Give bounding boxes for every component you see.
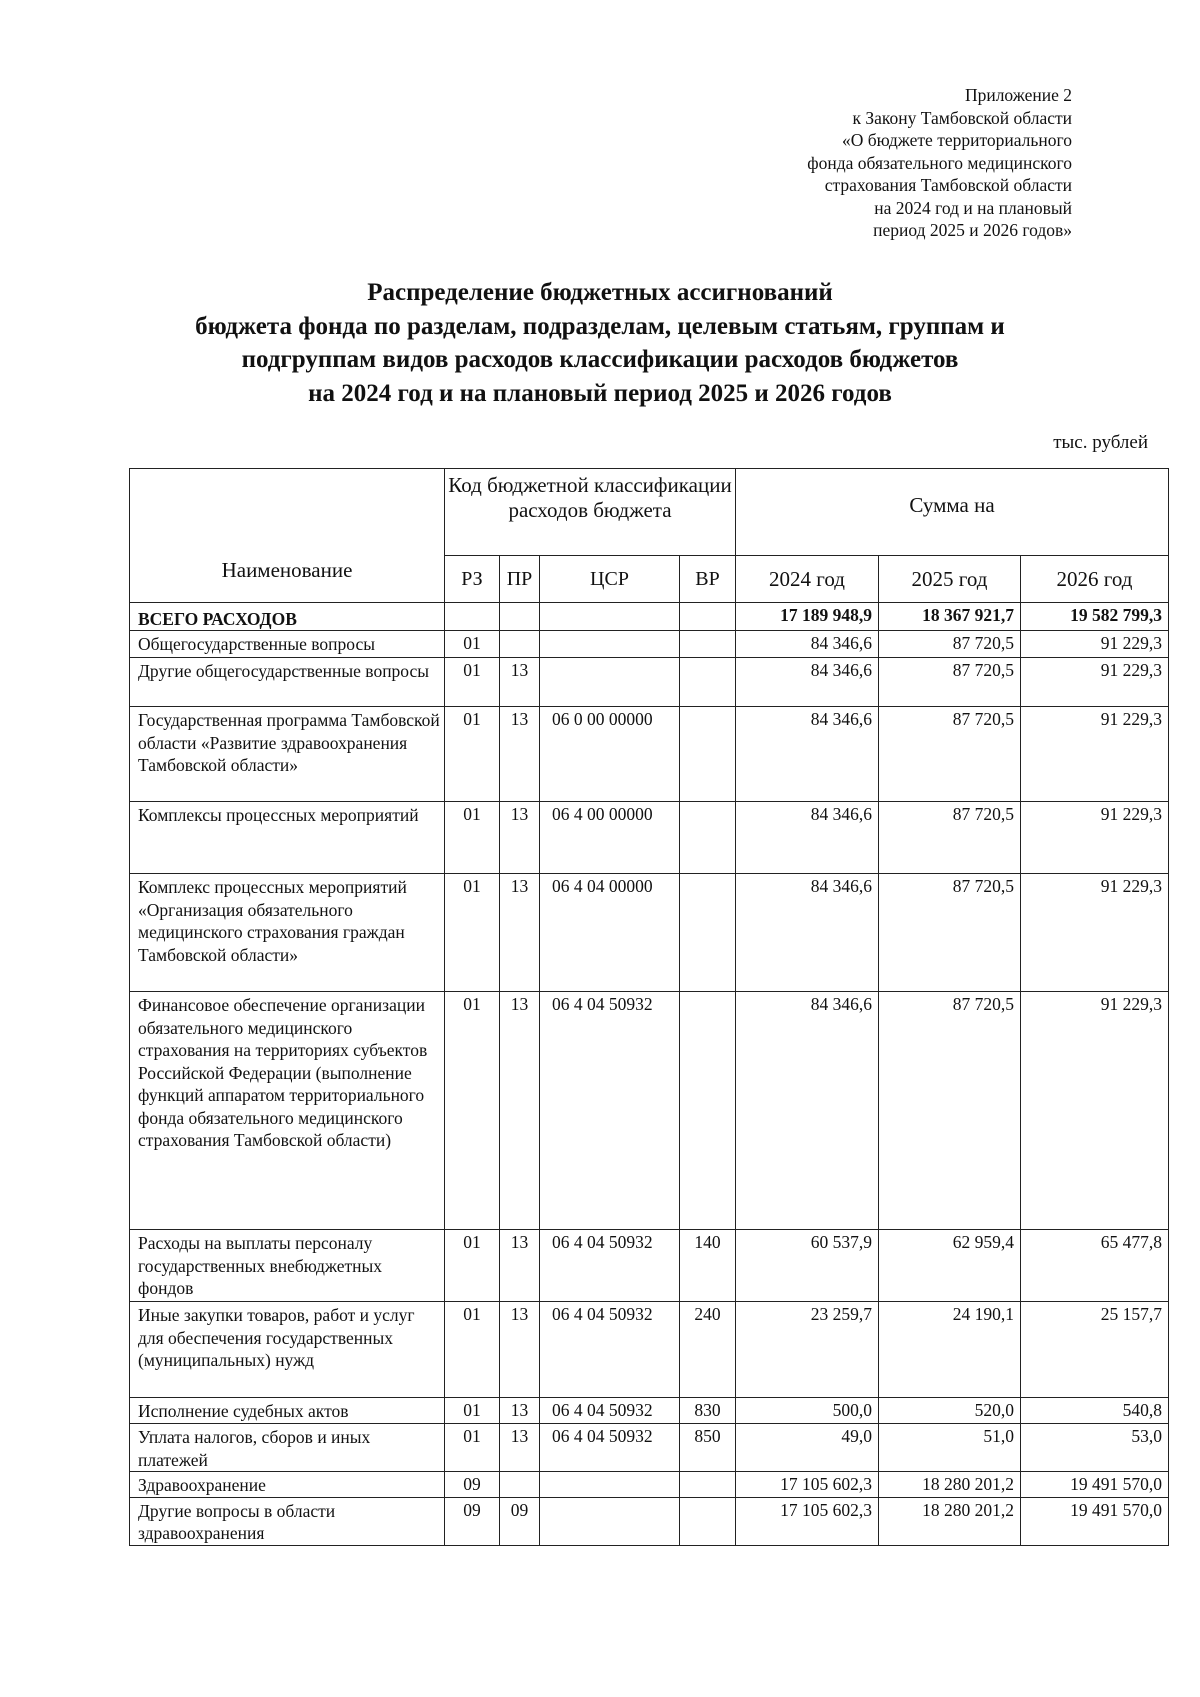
units-label: тыс. рублей	[1053, 432, 1148, 453]
row-vr	[680, 631, 736, 658]
row-2025: 87 720,5	[879, 707, 1021, 802]
row-name: Государственная программа Тамбовской области «Развитие здравоохранения Тамбовской области»	[130, 707, 445, 802]
row-name: Общегосударственные вопросы	[130, 631, 445, 658]
row-csr: 06 4 04 50932	[540, 1424, 680, 1472]
row-name: Здравоохранение	[130, 1472, 445, 1498]
appendix-line: период 2025 и 2026 годов»	[873, 220, 1072, 240]
row-2026: 53,0	[1021, 1424, 1169, 1472]
row-2026: 25 157,7	[1021, 1302, 1169, 1398]
row-csr: 06 4 04 50932	[540, 1302, 680, 1398]
header-2025: 2025 год	[879, 556, 1021, 603]
row-name: Расходы на выплаты персоналу государственных внебюджетных фондов	[130, 1230, 445, 1302]
row-vr	[680, 603, 736, 631]
row-2026: 91 229,3	[1021, 874, 1169, 992]
row-2024: 17 105 602,3	[736, 1472, 879, 1498]
row-2025: 87 720,5	[879, 874, 1021, 992]
row-2024: 84 346,6	[736, 707, 879, 802]
row-csr	[540, 603, 680, 631]
header-row	[130, 469, 1169, 556]
row-csr	[540, 1472, 680, 1498]
row-name: Уплата налогов, сборов и иных платежей	[130, 1424, 445, 1472]
row-csr: 06 4 00 00000	[540, 802, 680, 874]
row-vr	[680, 658, 736, 707]
row-name: Другие общегосударственные вопросы	[130, 658, 445, 707]
row-2025: 87 720,5	[879, 631, 1021, 658]
row-vr: 240	[680, 1302, 736, 1398]
row-2026: 19 582 799,3	[1021, 603, 1169, 631]
row-pr: 13	[500, 658, 540, 707]
row-rz: 09	[445, 1472, 500, 1498]
row-2024: 84 346,6	[736, 658, 879, 707]
row-2026: 91 229,3	[1021, 802, 1169, 874]
table-row	[130, 992, 1169, 1230]
title-line: подгруппам видов расходов классификации расходов бюджетов	[241, 346, 959, 373]
row-name: Иные закупки товаров, работ и услуг для обеспечения государственных (муниципальных) нужд	[130, 1302, 445, 1398]
header-code-group: Код бюджетной классификации расходов бюджета	[445, 469, 736, 556]
row-rz: 01	[445, 1398, 500, 1424]
table-row	[130, 1472, 1169, 1498]
row-name: Другие вопросы в области здравоохранения	[130, 1497, 445, 1545]
title-line: бюджета фонда по разделам, подразделам, целевым статьям, группам и	[195, 312, 1005, 340]
row-2026: 19 491 570,0	[1021, 1497, 1169, 1545]
table-row	[130, 707, 1169, 802]
row-2024: 500,0	[736, 1398, 879, 1424]
row-pr: 13	[500, 1424, 540, 1472]
row-2024: 23 259,7	[736, 1302, 879, 1398]
row-2025: 520,0	[879, 1398, 1021, 1424]
row-2025: 18 367 921,7	[879, 603, 1021, 631]
row-2026: 91 229,3	[1021, 631, 1169, 658]
row-2026: 91 229,3	[1021, 992, 1169, 1230]
row-rz: 01	[445, 1424, 500, 1472]
row-pr: 13	[500, 992, 540, 1230]
title-line: Распределение бюджетных ассигнований	[367, 279, 833, 306]
row-vr	[680, 874, 736, 992]
row-pr: 13	[500, 1230, 540, 1302]
row-2025: 18 280 201,2	[879, 1472, 1021, 1498]
row-rz: 01	[445, 802, 500, 874]
budget-table	[129, 468, 1169, 1546]
row-vr	[680, 707, 736, 802]
row-vr	[680, 992, 736, 1230]
table-row	[130, 874, 1169, 992]
row-csr: 06 4 04 50932	[540, 1398, 680, 1424]
row-rz: 01	[445, 874, 500, 992]
table-row	[130, 658, 1169, 707]
row-2025: 62 959,4	[879, 1230, 1021, 1302]
header-vr: ВР	[680, 556, 736, 603]
row-name: Комплекс процессных мероприятий «Организация обязательного медицинского страхования граждан Тамбовской области»	[130, 874, 445, 992]
row-name: ВСЕГО РАСХОДОВ	[130, 603, 445, 631]
row-name: Комплексы процессных мероприятий	[130, 802, 445, 874]
table-row	[130, 1302, 1169, 1398]
table-row	[130, 631, 1169, 658]
row-rz	[445, 603, 500, 631]
row-2026: 91 229,3	[1021, 658, 1169, 707]
row-2026: 19 491 570,0	[1021, 1472, 1169, 1498]
header-2024: 2024 год	[736, 556, 879, 603]
document-title	[140, 276, 1060, 410]
table-row-total	[130, 603, 1169, 631]
row-pr	[500, 603, 540, 631]
row-2025: 87 720,5	[879, 802, 1021, 874]
header-pr: ПР	[500, 556, 540, 603]
row-rz: 01	[445, 707, 500, 802]
row-csr: 06 4 04 00000	[540, 874, 680, 992]
row-vr	[680, 802, 736, 874]
row-rz: 01	[445, 631, 500, 658]
header-csr: ЦСР	[540, 556, 680, 603]
appendix-reference	[652, 84, 1072, 242]
row-pr: 13	[500, 1398, 540, 1424]
row-vr	[680, 1472, 736, 1498]
row-2024: 84 346,6	[736, 631, 879, 658]
row-2026: 91 229,3	[1021, 707, 1169, 802]
row-2024: 84 346,6	[736, 802, 879, 874]
row-2024: 17 189 948,9	[736, 603, 879, 631]
appendix-line: фонда обязательного медицинского	[807, 152, 1072, 173]
table-row	[130, 1497, 1169, 1545]
row-2024: 60 537,9	[736, 1230, 879, 1302]
row-pr: 09	[500, 1497, 540, 1545]
row-pr: 13	[500, 1302, 540, 1398]
row-vr: 830	[680, 1398, 736, 1424]
row-vr: 140	[680, 1230, 736, 1302]
row-pr: 13	[500, 802, 540, 874]
row-csr	[540, 631, 680, 658]
appendix-line: на 2024 год и на плановый	[874, 197, 1072, 218]
row-rz: 01	[445, 658, 500, 707]
table-row	[130, 1398, 1169, 1424]
row-rz: 01	[445, 992, 500, 1230]
row-2026: 65 477,8	[1021, 1230, 1169, 1302]
row-2025: 87 720,5	[879, 992, 1021, 1230]
header-sum-group: Сумма на	[736, 469, 1169, 556]
row-2024: 49,0	[736, 1424, 879, 1472]
row-vr: 850	[680, 1424, 736, 1472]
row-2025: 18 280 201,2	[879, 1497, 1021, 1545]
row-2026: 540,8	[1021, 1398, 1169, 1424]
appendix-line: Приложение 2	[964, 85, 1072, 105]
table-row	[130, 1230, 1169, 1302]
row-vr	[680, 1497, 736, 1545]
row-2024: 17 105 602,3	[736, 1497, 879, 1545]
row-2025: 87 720,5	[879, 658, 1021, 707]
table-row	[130, 802, 1169, 874]
table-row	[130, 1424, 1169, 1472]
appendix-line: к Закону Тамбовской области	[852, 107, 1072, 128]
header-2026: 2026 год	[1021, 556, 1169, 603]
row-pr	[500, 1472, 540, 1498]
row-pr: 13	[500, 707, 540, 802]
row-csr	[540, 658, 680, 707]
row-rz: 01	[445, 1230, 500, 1302]
appendix-line: «О бюджете территориального	[842, 130, 1072, 150]
row-2025: 24 190,1	[879, 1302, 1021, 1398]
header-name: Наименование	[130, 469, 445, 603]
row-csr: 06 4 04 50932	[540, 1230, 680, 1302]
row-rz: 01	[445, 1302, 500, 1398]
row-2024: 84 346,6	[736, 874, 879, 992]
appendix-line: страхования Тамбовской области	[824, 175, 1072, 195]
row-2025: 51,0	[879, 1424, 1021, 1472]
row-rz: 09	[445, 1497, 500, 1545]
row-pr: 13	[500, 874, 540, 992]
row-csr: 06 4 04 50932	[540, 992, 680, 1230]
row-pr	[500, 631, 540, 658]
row-name: Финансовое обеспечение организации обязательного медицинского страхования на территориях субъектов Российской Федерации (выполнение функций аппаратом территориального фонда обязательного медицинского страхования Тамбовской области)	[130, 992, 445, 1230]
header-rz: РЗ	[445, 556, 500, 603]
title-line: на 2024 год и на плановый период 2025 и 2026 годов	[308, 379, 892, 407]
row-csr	[540, 1497, 680, 1545]
row-2024: 84 346,6	[736, 992, 879, 1230]
row-csr: 06 0 00 00000	[540, 707, 680, 802]
row-name: Исполнение судебных актов	[130, 1398, 445, 1424]
